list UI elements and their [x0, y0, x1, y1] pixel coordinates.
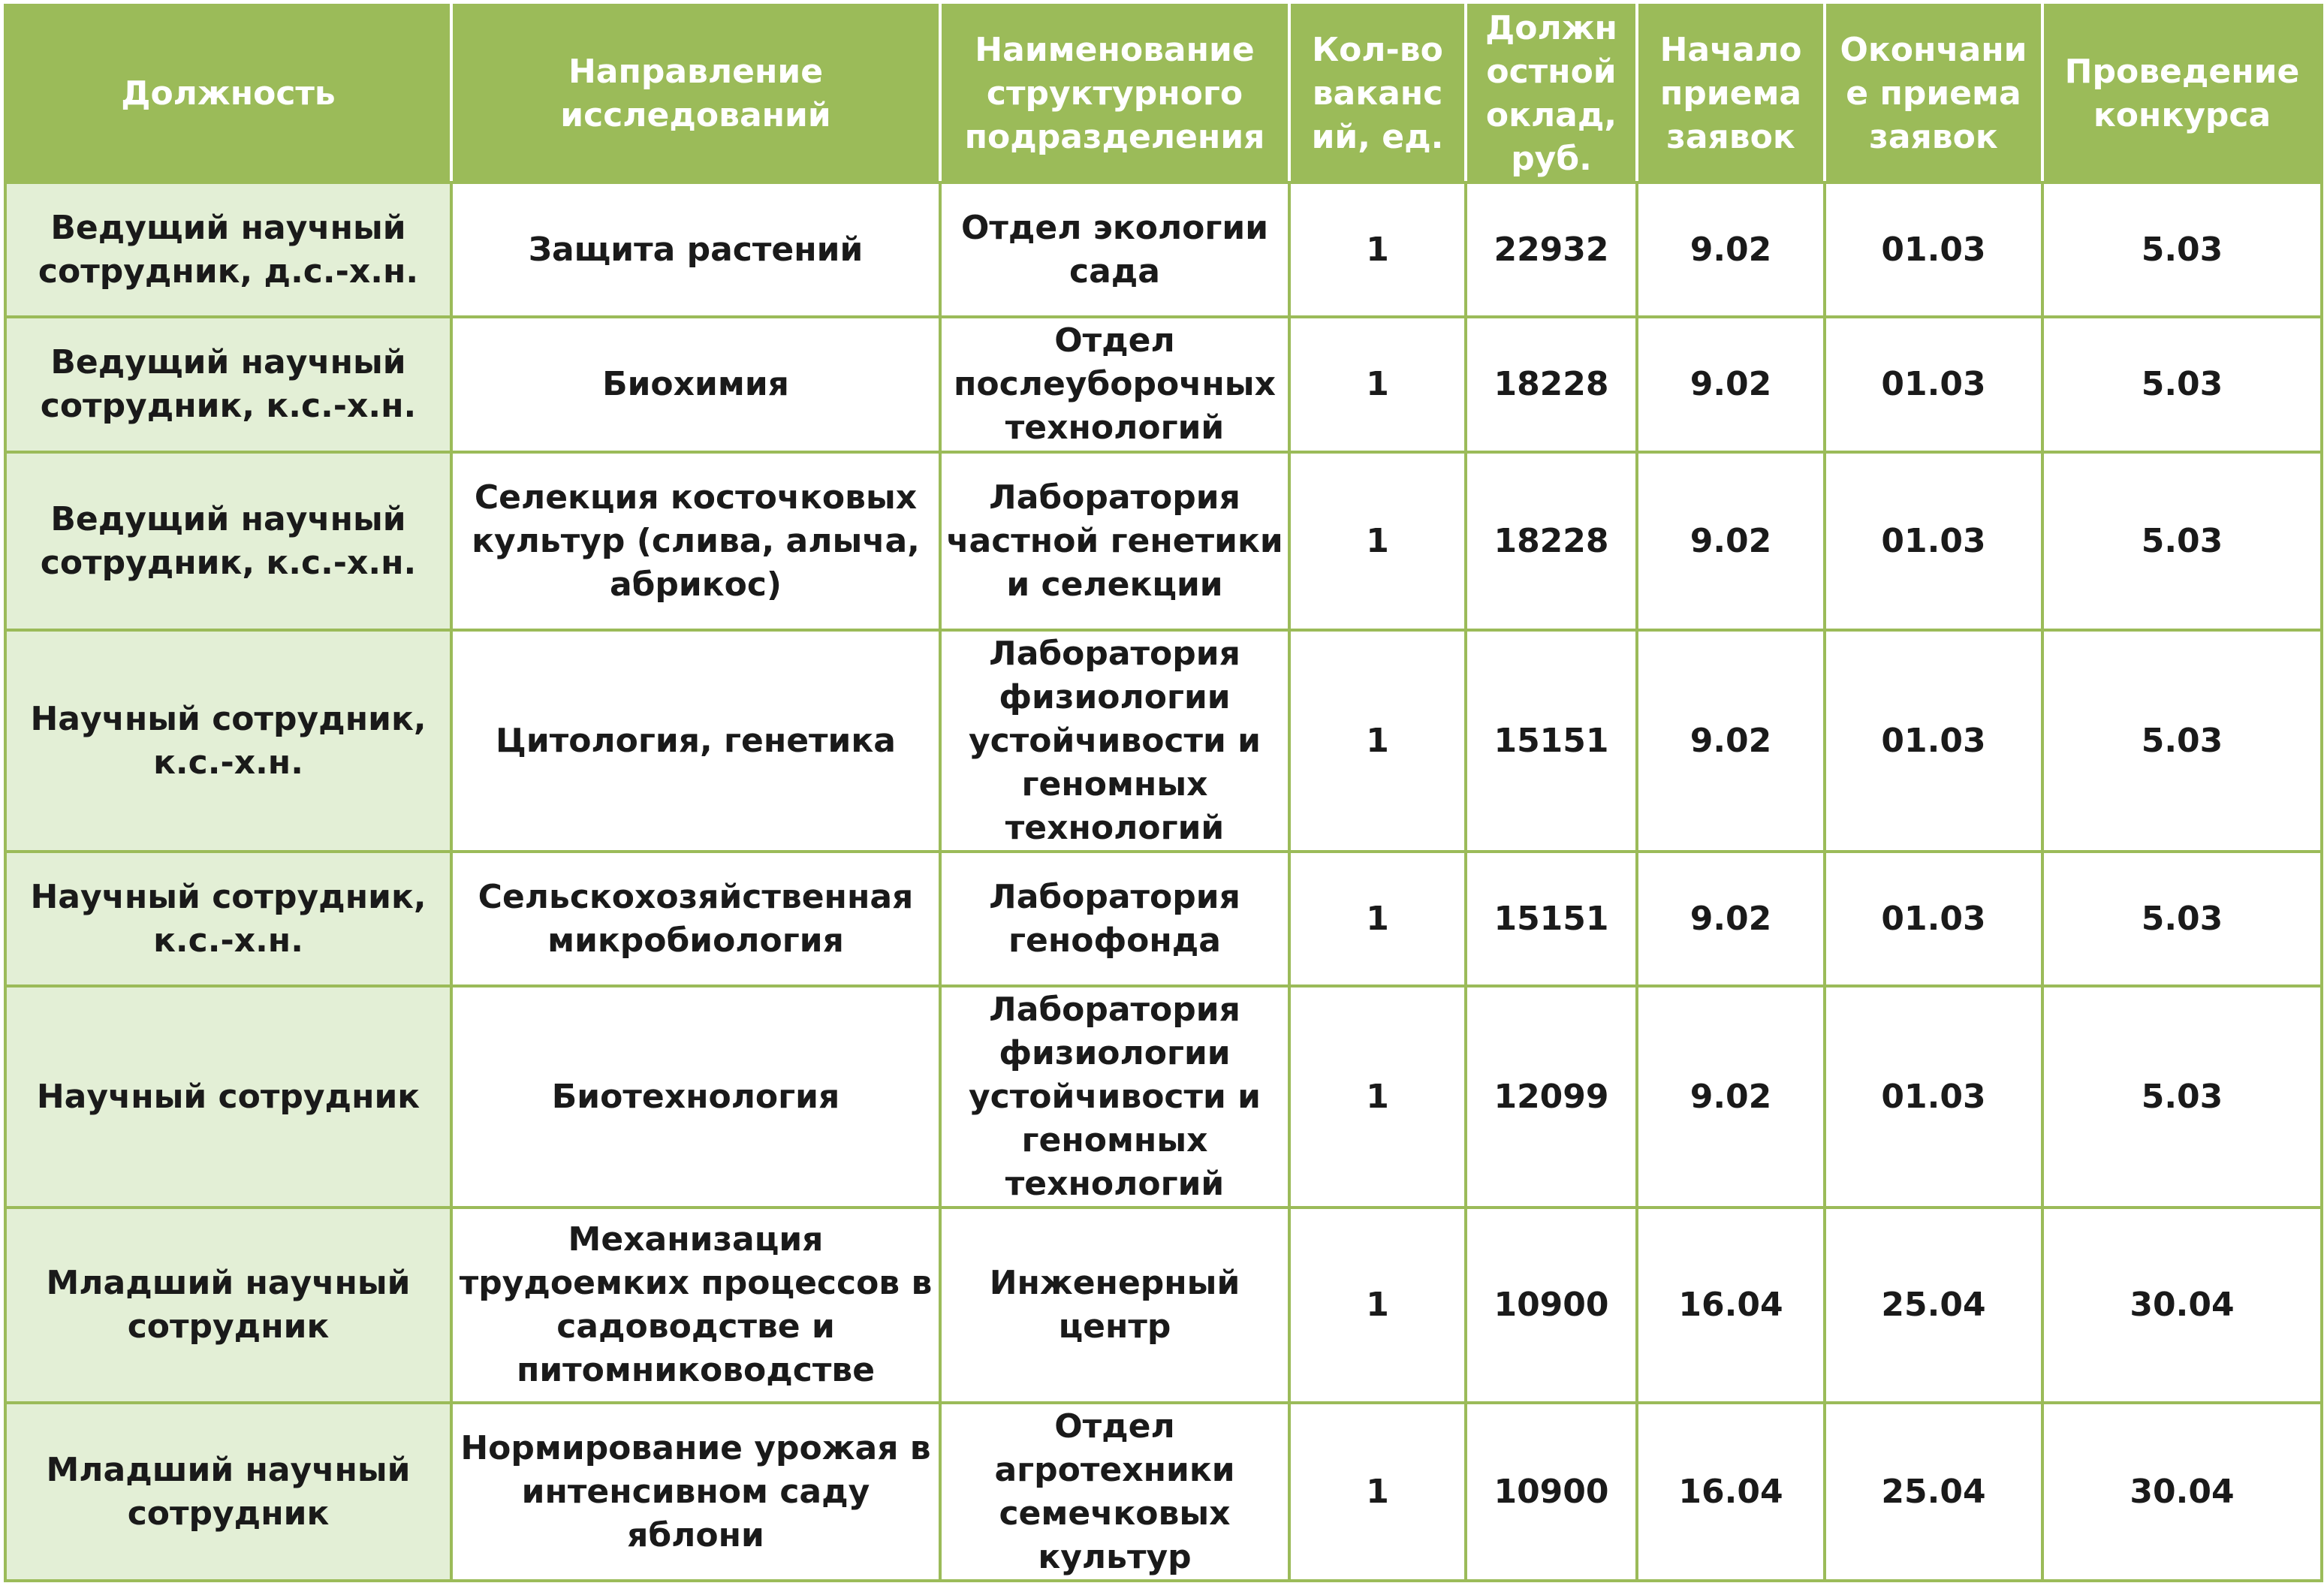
- cell-salary: 15151: [1466, 852, 1637, 986]
- cell-salary: 22932: [1466, 182, 1637, 317]
- cell-vacancies: 1: [1289, 630, 1466, 852]
- cell-end: 25.04: [1825, 1403, 2042, 1581]
- table-row: [5, 986, 2322, 1208]
- header-row: [5, 5, 2322, 182]
- cell-position: Ведущий научный сотрудник, к.с.-х.н.: [5, 317, 451, 452]
- cell-research: Нормирование урожая в интенсивном саду яблони: [451, 1403, 940, 1581]
- cell-start: 9.02: [1637, 182, 1825, 317]
- header-position: Должность: [5, 5, 451, 182]
- cell-contest: 5.03: [2042, 986, 2322, 1208]
- cell-position: Научный сотрудник: [5, 986, 451, 1208]
- cell-research: Биохимия: [451, 317, 940, 452]
- cell-position: Научный сотрудник, к.с.-х.н.: [5, 630, 451, 852]
- cell-end: 01.03: [1825, 452, 2042, 630]
- cell-start: 9.02: [1637, 986, 1825, 1208]
- cell-department: Лаборатория частной генетики и селекции: [940, 452, 1289, 630]
- cell-vacancies: 1: [1289, 452, 1466, 630]
- table-row: [5, 182, 2322, 317]
- table-row: [5, 452, 2322, 630]
- cell-start: 16.04: [1637, 1208, 1825, 1403]
- cell-position: Ведущий научный сотрудник, д.с.-х.н.: [5, 182, 451, 317]
- header-salary: Должн остной оклад, руб.: [1466, 5, 1637, 182]
- vacancy-table-wrapper: [4, 4, 2323, 1582]
- cell-start: 16.04: [1637, 1403, 1825, 1581]
- cell-position: Младший научный сотрудник: [5, 1208, 451, 1403]
- cell-department: Отдел послеуборочных технологий: [940, 317, 1289, 452]
- header-contest: Проведение конкурса: [2042, 5, 2322, 182]
- cell-department: Лаборатория генофонда: [940, 852, 1289, 986]
- header-end: Окончани е приема заявок: [1825, 5, 2042, 182]
- cell-contest: 30.04: [2042, 1208, 2322, 1403]
- cell-contest: 5.03: [2042, 630, 2322, 852]
- cell-vacancies: 1: [1289, 986, 1466, 1208]
- cell-research: Защита растений: [451, 182, 940, 317]
- table-row: [5, 317, 2322, 452]
- header-vacancies: Кол-во ваканс ий, ед.: [1289, 5, 1466, 182]
- vacancy-table: [4, 4, 2323, 1582]
- cell-start: 9.02: [1637, 452, 1825, 630]
- cell-research: Сельскохозяйственная микробиология: [451, 852, 940, 986]
- cell-research: Селекция косточковых культур (слива, алыча, абрикос): [451, 452, 940, 630]
- cell-contest: 5.03: [2042, 452, 2322, 630]
- header-start: Начало приема заявок: [1637, 5, 1825, 182]
- cell-salary: 18228: [1466, 317, 1637, 452]
- cell-research: Цитология, генетика: [451, 630, 940, 852]
- cell-end: 01.03: [1825, 986, 2042, 1208]
- cell-vacancies: 1: [1289, 852, 1466, 986]
- cell-end: 25.04: [1825, 1208, 2042, 1403]
- cell-department: Лаборатория физиологии устойчивости и геномных технологий: [940, 986, 1289, 1208]
- cell-end: 01.03: [1825, 182, 2042, 317]
- table-row: [5, 1403, 2322, 1581]
- cell-start: 9.02: [1637, 852, 1825, 986]
- table-row: [5, 1208, 2322, 1403]
- cell-vacancies: 1: [1289, 182, 1466, 317]
- cell-end: 01.03: [1825, 317, 2042, 452]
- cell-position: Научный сотрудник, к.с.-х.н.: [5, 852, 451, 986]
- header-research: Направление исследований: [451, 5, 940, 182]
- cell-department: Отдел экологии сада: [940, 182, 1289, 317]
- cell-department: Отдел агротехники семечковых культур: [940, 1403, 1289, 1581]
- cell-contest: 5.03: [2042, 182, 2322, 317]
- cell-department: Лаборатория физиологии устойчивости и геномных технологий: [940, 630, 1289, 852]
- cell-contest: 30.04: [2042, 1403, 2322, 1581]
- cell-department: Инженерный центр: [940, 1208, 1289, 1403]
- cell-salary: 10900: [1466, 1208, 1637, 1403]
- cell-salary: 10900: [1466, 1403, 1637, 1581]
- cell-end: 01.03: [1825, 852, 2042, 986]
- cell-position: Младший научный сотрудник: [5, 1403, 451, 1581]
- cell-salary: 12099: [1466, 986, 1637, 1208]
- cell-start: 9.02: [1637, 317, 1825, 452]
- cell-vacancies: 1: [1289, 1208, 1466, 1403]
- cell-salary: 15151: [1466, 630, 1637, 852]
- table-row: [5, 630, 2322, 852]
- header-department: Наименование структурного подразделения: [940, 5, 1289, 182]
- cell-contest: 5.03: [2042, 852, 2322, 986]
- cell-research: Биотехнология: [451, 986, 940, 1208]
- cell-research: Механизация трудоемких процессов в садоводстве и питомниководстве: [451, 1208, 940, 1403]
- cell-vacancies: 1: [1289, 317, 1466, 452]
- cell-end: 01.03: [1825, 630, 2042, 852]
- cell-contest: 5.03: [2042, 317, 2322, 452]
- cell-vacancies: 1: [1289, 1403, 1466, 1581]
- cell-start: 9.02: [1637, 630, 1825, 852]
- cell-position: Ведущий научный сотрудник, к.с.-х.н.: [5, 452, 451, 630]
- table-row: [5, 852, 2322, 986]
- cell-salary: 18228: [1466, 452, 1637, 630]
